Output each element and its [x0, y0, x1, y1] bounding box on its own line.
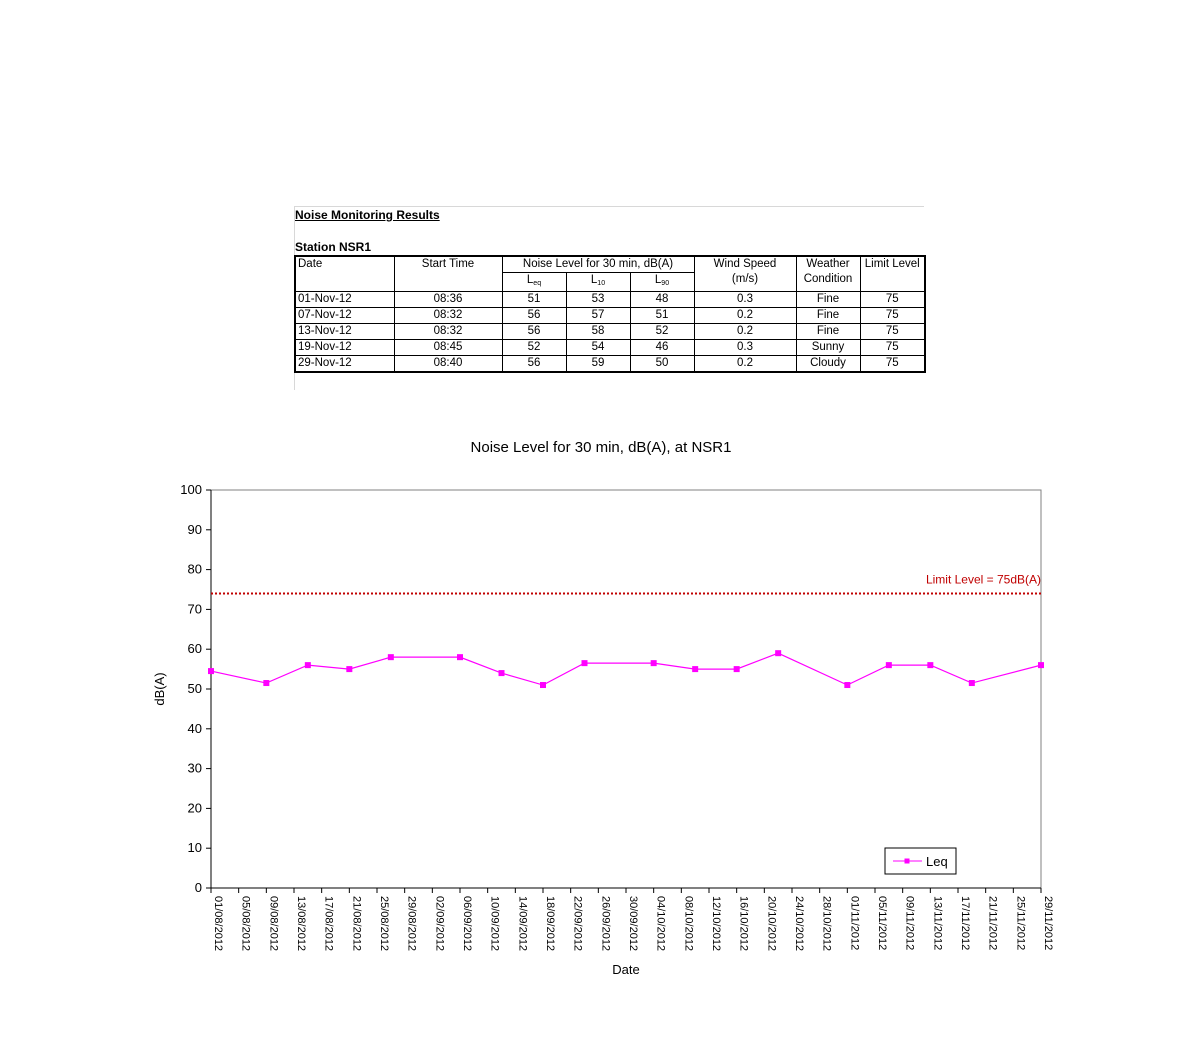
x-tick-label: 22/09/2012 — [571, 896, 584, 952]
l90-sub: 90 — [661, 280, 670, 287]
data-point-leq — [651, 660, 657, 666]
x-tick-label: 29/08/2012 — [405, 896, 418, 952]
data-point-leq — [1038, 662, 1044, 668]
weather-header-line1: Weather — [806, 258, 850, 270]
x-tick-label: 24/10/2012 — [793, 896, 805, 952]
x-tick-label: 21/11/2012 — [986, 896, 999, 951]
x-tick-label: 14/09/2012 — [516, 896, 529, 952]
y-tick-label: 70 — [187, 601, 202, 617]
x-tick-label: 25/08/2012 — [378, 896, 390, 952]
data-point-leq — [457, 654, 463, 660]
legend-label: Leq — [926, 854, 948, 869]
x-tick-label: 08/10/2012 — [682, 896, 695, 952]
cell-limit: 75 — [860, 324, 925, 340]
x-tick-label: 17/11/2012 — [959, 896, 971, 951]
data-point-leq — [844, 682, 850, 688]
x-tick-label: 30/09/2012 — [627, 896, 639, 952]
x-tick-label: 09/11/2012 — [903, 896, 916, 951]
cell-wind: 0.2 — [694, 324, 796, 340]
station-label: Station NSR1 — [295, 240, 372, 254]
data-point-leq — [388, 654, 394, 660]
y-tick-label: 20 — [187, 800, 202, 816]
y-axis — [180, 482, 211, 895]
leq-sub: eq — [533, 280, 542, 287]
col-header-date: Date — [295, 256, 394, 292]
legend-marker-swatch — [905, 859, 910, 864]
y-axis-title: dB(A) — [152, 672, 167, 706]
x-tick-label: 26/09/2012 — [599, 896, 612, 952]
data-point-leq — [540, 682, 546, 688]
cell-l90: 48 — [630, 292, 694, 308]
cell-start-time: 08:45 — [394, 340, 502, 356]
wind-header-line1: Wind Speed — [713, 258, 777, 270]
cell-l90: 52 — [630, 324, 694, 340]
x-tick-label: 01/08/2012 — [212, 896, 224, 952]
cell-date: 29-Nov-12 — [295, 356, 394, 373]
col-header-noise-group: Noise Level for 30 min, dB(A) — [502, 256, 694, 273]
cell-l90: 46 — [630, 340, 694, 356]
cell-l10: 59 — [566, 356, 630, 373]
y-tick-label: 30 — [187, 760, 202, 776]
cell-start-time: 08:40 — [394, 356, 502, 373]
data-point-leq — [346, 666, 352, 672]
data-point-leq — [582, 660, 588, 666]
x-tick-label: 25/11/2012 — [1014, 896, 1027, 951]
cell-date: 01-Nov-12 — [295, 292, 394, 308]
legend — [885, 848, 956, 874]
data-point-leq — [734, 666, 740, 672]
cell-leq: 56 — [502, 324, 566, 340]
x-tick-label: 02/09/2012 — [433, 896, 446, 952]
leq-base: L — [526, 274, 534, 286]
cell-weather: Cloudy — [796, 356, 860, 373]
cell-limit: 75 — [860, 308, 925, 324]
x-tick-label: 17/08/2012 — [322, 896, 335, 952]
l10-base: L — [590, 274, 598, 286]
cell-l90: 50 — [630, 356, 694, 373]
cell-limit: 75 — [860, 356, 925, 373]
x-tick-label: 13/11/2012 — [931, 896, 944, 951]
cell-leq: 52 — [502, 340, 566, 356]
chart-title: Noise Level for 30 min, dB(A), at NSR1 — [470, 439, 732, 456]
x-tick-label: 06/09/2012 — [461, 896, 473, 952]
y-tick-label: 60 — [187, 641, 202, 657]
x-tick-label: 05/08/2012 — [239, 896, 252, 952]
y-tick-label: 40 — [187, 720, 202, 736]
x-tick-label: 20/10/2012 — [765, 896, 778, 952]
data-point-leq — [927, 662, 933, 668]
x-tick-label: 04/10/2012 — [654, 896, 667, 952]
x-tick-label: 05/11/2012 — [876, 896, 888, 951]
cell-date: 19-Nov-12 — [295, 340, 394, 356]
col-header-start-time: Start Time — [394, 256, 502, 292]
cell-weather: Fine — [796, 324, 860, 340]
l10-sub: 10 — [597, 280, 606, 287]
cell-start-time: 08:32 — [394, 324, 502, 340]
cell-wind: 0.3 — [694, 340, 796, 356]
cell-l10: 58 — [566, 324, 630, 340]
data-point-leq — [886, 662, 892, 668]
cell-l10: 54 — [566, 340, 630, 356]
data-point-leq — [263, 680, 269, 686]
x-tick-label: 09/08/2012 — [267, 896, 280, 952]
cell-start-time: 08:36 — [394, 292, 502, 308]
data-point-leq — [969, 680, 975, 686]
x-tick-label: 12/10/2012 — [710, 896, 722, 952]
x-axis-title: Date — [612, 962, 640, 977]
data-point-leq — [208, 668, 214, 674]
limit-level-label: Limit Level = 75dB(A) — [925, 572, 1041, 587]
cell-wind: 0.3 — [694, 292, 796, 308]
weather-header-line2: Condition — [803, 273, 853, 285]
x-tick-label: 28/10/2012 — [820, 896, 833, 952]
data-point-leq — [692, 666, 698, 672]
x-tick-label: 29/11/2012 — [1042, 896, 1054, 951]
cell-date: 07-Nov-12 — [295, 308, 394, 324]
cell-wind: 0.2 — [694, 308, 796, 324]
table-title: Noise Monitoring Results — [295, 208, 440, 222]
l90-base: L — [654, 274, 662, 286]
cell-limit: 75 — [860, 340, 925, 356]
cell-leq: 56 — [502, 308, 566, 324]
y-tick-label: 0 — [194, 880, 202, 895]
cell-weather: Fine — [796, 292, 860, 308]
cell-weather: Fine — [796, 308, 860, 324]
y-tick-label: 90 — [187, 521, 202, 537]
x-tick-label: 01/11/2012 — [848, 896, 861, 951]
cell-l10: 53 — [566, 292, 630, 308]
cell-date: 13-Nov-12 — [295, 324, 394, 340]
cell-weather: Sunny — [796, 340, 860, 356]
wind-header-line2: (m/s) — [731, 273, 759, 285]
x-tick-label: 13/08/2012 — [295, 896, 307, 952]
cell-l90: 51 — [630, 308, 694, 324]
cell-wind: 0.2 — [694, 356, 796, 373]
cell-l10: 57 — [566, 308, 630, 324]
x-tick-label: 10/09/2012 — [488, 896, 501, 952]
x-axis — [211, 888, 1054, 951]
cell-leq: 56 — [502, 356, 566, 373]
plot-area — [211, 490, 1041, 888]
y-tick-label: 50 — [187, 681, 202, 696]
x-tick-label: 16/10/2012 — [737, 896, 750, 952]
data-point-leq — [499, 670, 505, 676]
cell-start-time: 08:32 — [394, 308, 502, 324]
y-tick-label: 100 — [180, 482, 202, 497]
x-tick-label: 18/09/2012 — [544, 896, 556, 952]
cell-limit: 75 — [860, 292, 925, 308]
cell-leq: 51 — [502, 292, 566, 308]
x-tick-label: 21/08/2012 — [350, 896, 363, 952]
data-point-leq — [305, 662, 311, 668]
col-header-limit-level: Limit Level — [860, 256, 925, 292]
y-tick-label: 10 — [187, 840, 202, 856]
data-point-leq — [775, 650, 781, 656]
y-tick-label: 80 — [187, 561, 202, 577]
